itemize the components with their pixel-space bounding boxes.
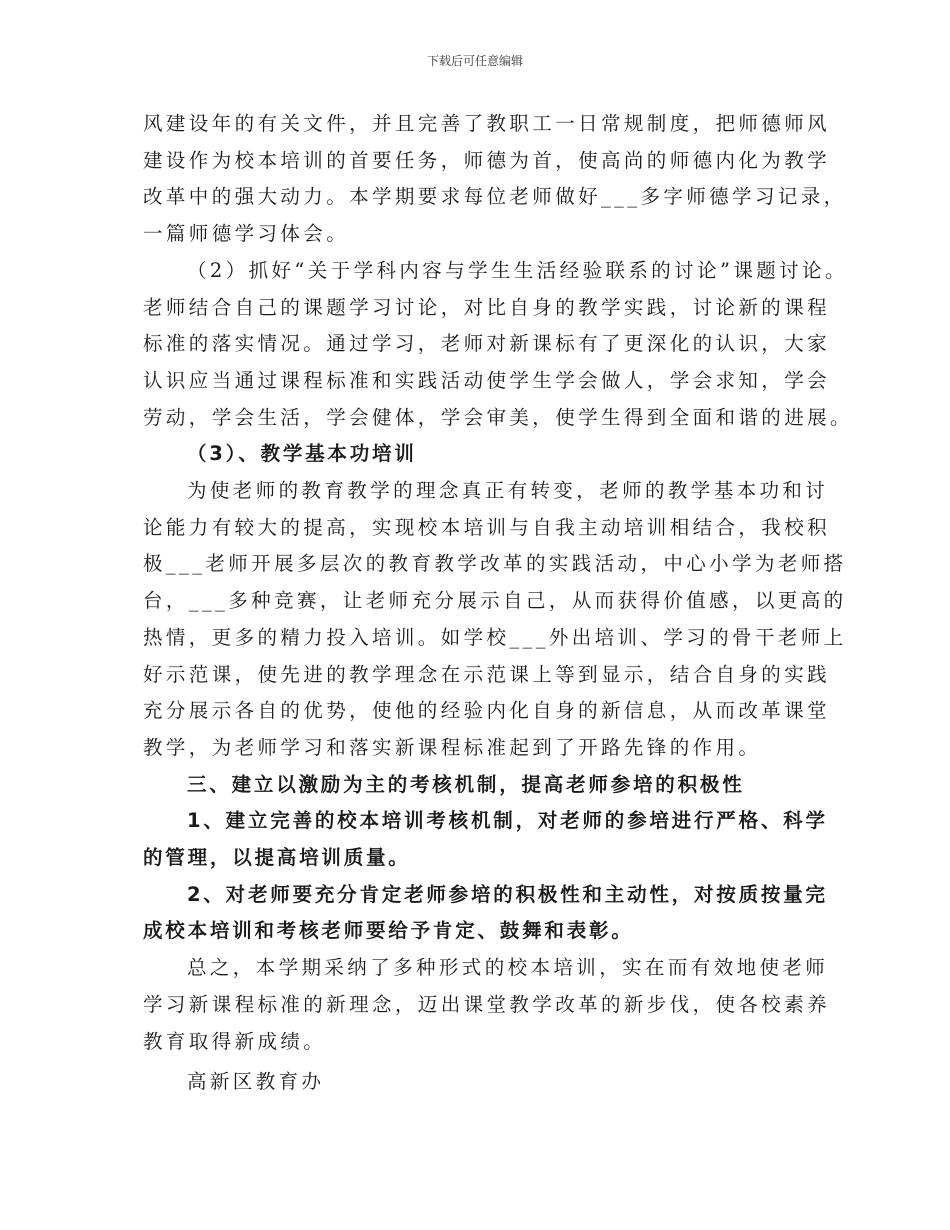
text-line: 1、建立完善的校本培训考核机制，对老师的参培进行严格、科学 bbox=[187, 809, 828, 833]
text-line: 热情，更多的精力投入培训。如学校___外出培训、学习的骨干老师上 bbox=[143, 625, 847, 649]
text-line: 好示范课，使先进的教学理念在示范课上等到显示，结合自身的实践 bbox=[143, 662, 831, 686]
paragraph-assessment-item-1 bbox=[143, 803, 828, 876]
paragraph-subject-discussion bbox=[143, 253, 853, 437]
paragraph-basic-skills bbox=[143, 473, 847, 767]
text-line: 一篇师德学习体会。 bbox=[143, 222, 350, 246]
document-body bbox=[143, 106, 853, 1101]
text-line: 台，___多种竞赛，让老师充分展示自己，从而获得价值感，以更高的 bbox=[143, 589, 847, 613]
text-line: 2、对老师要充分肯定老师参培的积极性和主动性，对按质按量完 bbox=[187, 882, 828, 906]
text-line: （3）、教学基本功培训 bbox=[187, 442, 417, 466]
text-line: 风建设年的有关文件，并且完善了教职工一日常规制度，把师德师风 bbox=[143, 112, 831, 135]
text-line: 成校本培训和考核老师要给予肯定、鼓舞和表彰。 bbox=[143, 919, 634, 943]
section-heading-basic-skills bbox=[143, 436, 813, 473]
text-line: 三、建立以激励为主的考核机制，提高老师参培的积极性 bbox=[187, 772, 745, 796]
text-line: 高新区教育办 bbox=[187, 1070, 325, 1094]
text-line: 论能力有较大的提高，实现校本培训与自我主动培训相结合，我校积 bbox=[143, 515, 831, 539]
text-line: （2）抓好“关于学科内容与学生生活经验联系的讨论”课题讨论。 bbox=[187, 258, 848, 282]
text-line: 标准的落实情况。通过学习，老师对新课标有了更深化的认识，大家 bbox=[143, 332, 831, 356]
text-line: 学习新课程标准的新理念，迈出课堂教学改革的新步伐，使各校素养 bbox=[143, 992, 831, 1016]
text-line: 建设作为校本培训的首要任务，师德为首，使高尚的师德内化为教学 bbox=[143, 148, 831, 172]
paragraph-assessment-item-2 bbox=[143, 877, 828, 950]
text-line: 的管理，以提高培训质量。 bbox=[143, 846, 411, 870]
text-line: 老师结合自己的课题学习讨论，对比自身的教学实践，讨论新的课程 bbox=[143, 295, 831, 319]
section-heading-assessment bbox=[143, 767, 813, 804]
paragraph-teacher-ethics bbox=[143, 106, 847, 253]
text-line: 认识应当通过课程标准和实践活动使学生学会做人，学会求知，学会 bbox=[143, 368, 831, 392]
text-line: 总之，本学期采纳了多种形式的校本培训，实在而有效地使老师 bbox=[187, 956, 829, 980]
paragraph-summary bbox=[143, 950, 831, 1060]
page-header: 下载后可任意编辑 bbox=[426, 54, 523, 68]
signature-organization bbox=[143, 1064, 813, 1101]
text-line: 极___老师开展多层次的教育教学改革的实践活动，中心小学为老师搭 bbox=[143, 552, 847, 576]
text-line: 教育取得新成绩。 bbox=[143, 1029, 327, 1053]
text-line: 改革中的强大动力。本学期要求每位老师做好___多字师德学习记录， bbox=[143, 185, 847, 209]
text-line: 教学，为老师学习和落实新课程标准起到了开路先锋的作用。 bbox=[143, 735, 762, 759]
text-line: 为使老师的教育教学的理念真正有转变，老师的教学基本功和讨 bbox=[187, 479, 829, 503]
text-line: 充分展示各自的优势，使他的经验内化自身的新信息，从而改革课堂 bbox=[143, 699, 831, 723]
text-line: 劳动，学会生活，学会健体，学会审美，使学生得到全面和谐的进展。 bbox=[143, 405, 853, 429]
